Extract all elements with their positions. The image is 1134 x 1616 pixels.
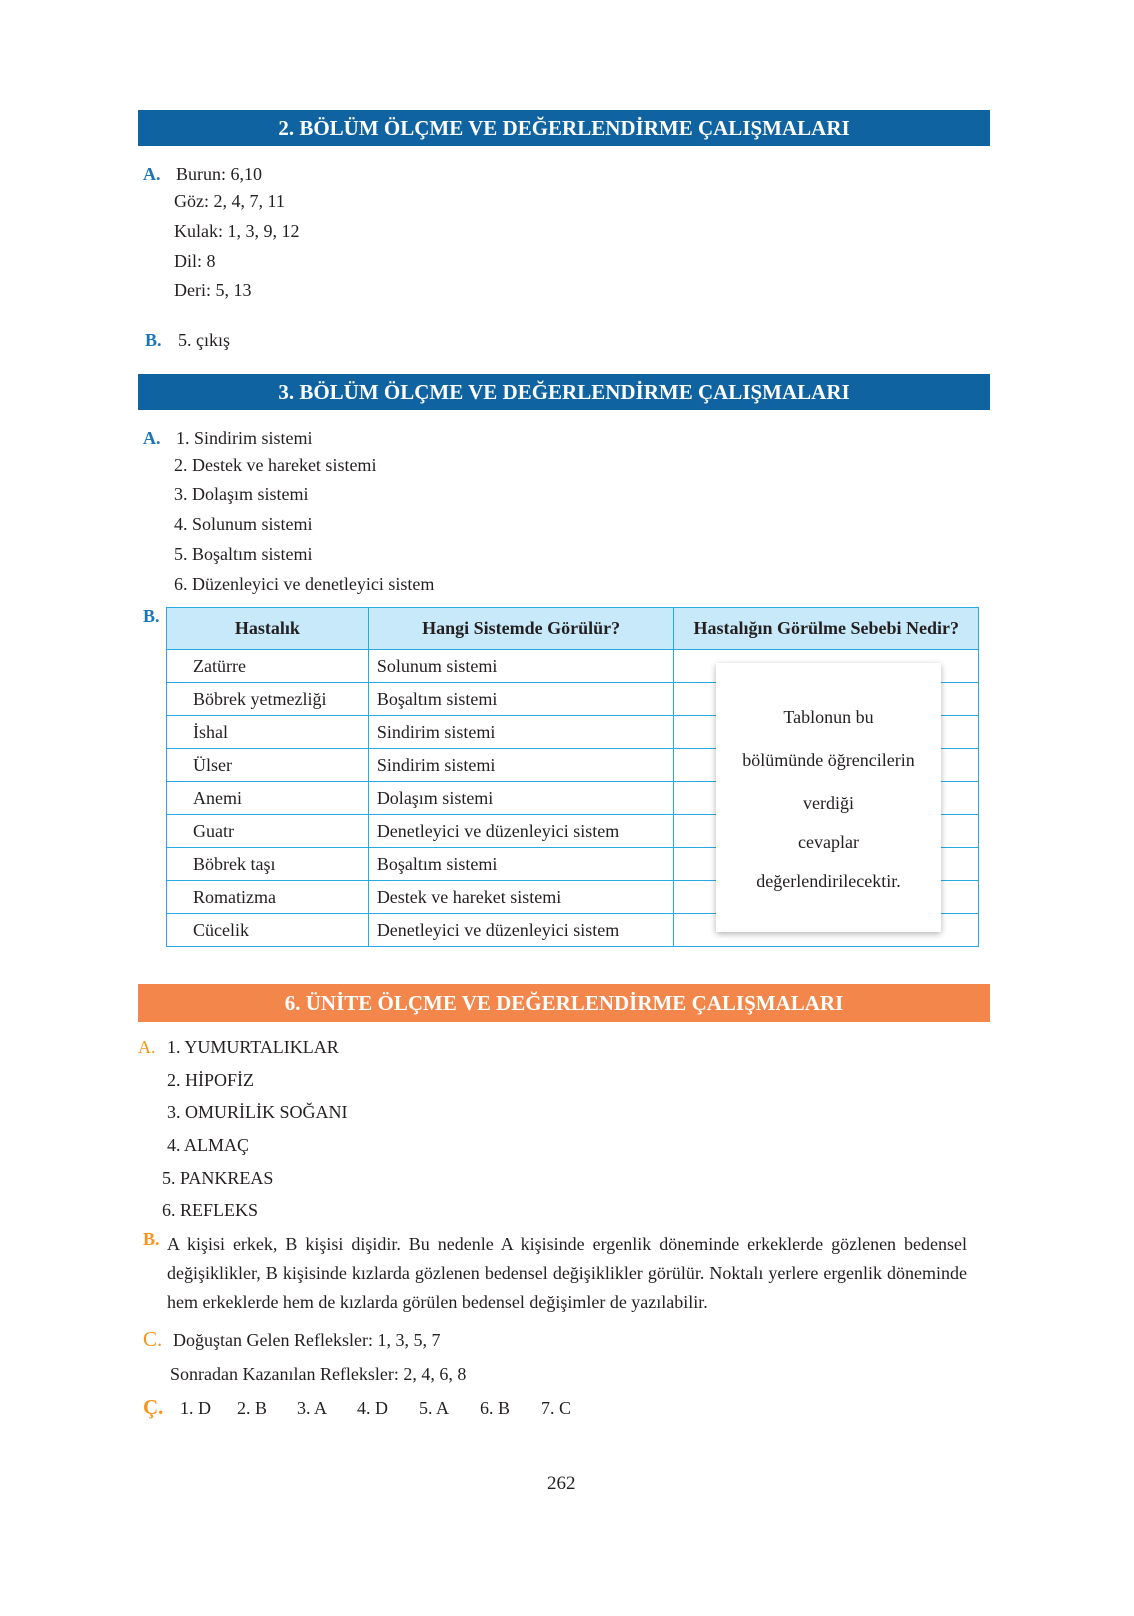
section-3-a-label: A.	[143, 428, 161, 448]
note-line: değerlendirilecektir.	[756, 871, 901, 891]
list-item: Burun: 6,10	[176, 164, 263, 184]
disease-cell: Ülser	[167, 749, 369, 782]
system-cell: Denetleyici ve düzenleyici sistem	[368, 815, 674, 848]
answer-item: 7. C	[541, 1398, 572, 1418]
system-cell: Solunum sistemi	[368, 650, 674, 683]
section-2-a-label: A.	[143, 164, 161, 184]
system-cell: Sindirim sistemi	[368, 716, 674, 749]
system-cell: Sindirim sistemi	[368, 749, 674, 782]
section-3-b-label: B.	[143, 606, 160, 626]
c-line: Sonradan Kazanılan Refleksler: 2, 4, 6, 8	[170, 1364, 467, 1384]
list-item: 1. YUMURTALIKLAR	[167, 1037, 339, 1057]
section-2-b-label: B.	[145, 330, 162, 350]
answer-item: 6. B	[480, 1398, 511, 1418]
list-item: Kulak: 1, 3, 9, 12	[174, 221, 300, 241]
list-item: 4. Solunum sistemi	[174, 514, 313, 534]
list-item: Göz: 2, 4, 7, 11	[174, 191, 285, 211]
list-item: Dil: 8	[174, 251, 216, 271]
list-item: 2. HİPOFİZ	[167, 1070, 255, 1090]
teacher-note-box	[716, 663, 941, 932]
unit-6-a-label: A.	[138, 1037, 156, 1057]
list-item: 6. REFLEKS	[162, 1200, 259, 1220]
answer-item: 5. A	[419, 1398, 450, 1418]
disease-cell: Böbrek yetmezliği	[167, 683, 369, 716]
list-item: Deri: 5, 13	[174, 280, 252, 300]
list-item: 5. Boşaltım sistemi	[174, 544, 313, 564]
disease-cell: Böbrek taşı	[167, 848, 369, 881]
c-line: Doğuştan Gelen Refleksler: 1, 3, 5, 7	[173, 1330, 441, 1350]
note-line: verdiği	[803, 793, 854, 813]
answer-item: 3. A	[297, 1398, 328, 1418]
note-line: cevaplar	[798, 832, 859, 852]
list-item: 4. ALMAÇ	[167, 1135, 250, 1155]
disease-cell: Guatr	[167, 815, 369, 848]
answer-item: 2. B	[237, 1398, 268, 1418]
answer-item: 4. D	[357, 1398, 388, 1418]
note-line: bölümünde öğrencilerin	[742, 750, 915, 770]
unit-6-b-paragraph: A kişisi erkek, B kişisi dişidir. Bu nedenle A kişisinde ergenlik döneminde erkeklerde gözlenen bedensel değişiklikler, B kişisinde kızlarda gözlenen bedensel değişiklikler görülür. Noktalı yerlere ergenlik döneminde hem erkeklerde hem de kızlarda görülen bedensel değişimler de yazılabilir.	[167, 1234, 967, 1312]
list-item: 6. Düzenleyici ve denetleyici sistem	[174, 574, 435, 594]
column-header: Hangi Sistemde Görülür?	[368, 608, 674, 650]
list-item: 1. Sindirim sistemi	[176, 428, 313, 448]
disease-cell: Anemi	[167, 782, 369, 815]
system-cell: Destek ve hareket sistemi	[368, 881, 674, 914]
system-cell: Denetleyici ve düzenleyici sistem	[368, 914, 674, 947]
list-item: 3. Dolaşım sistemi	[174, 484, 309, 504]
table-header-row	[167, 608, 979, 650]
answer-item: 1. D	[180, 1398, 211, 1418]
list-item: 5. PANKREAS	[162, 1168, 274, 1188]
disease-cell: İshal	[167, 716, 369, 749]
section-2-header: 2. BÖLÜM ÖLÇME VE DEĞERLENDİRME ÇALIŞMALARI	[138, 110, 990, 146]
system-cell: Boşaltım sistemi	[368, 683, 674, 716]
column-header: Hastalık	[167, 608, 369, 650]
disease-cell: Zatürre	[167, 650, 369, 683]
column-header: Hastalığın Görülme Sebebi Nedir?	[674, 608, 979, 650]
disease-cell: Romatizma	[167, 881, 369, 914]
unit-6-b-label: B.	[143, 1229, 160, 1249]
list-item: 2. Destek ve hareket sistemi	[174, 455, 377, 475]
unit-6-cc-label: Ç.	[143, 1395, 164, 1419]
system-cell: Boşaltım sistemi	[368, 848, 674, 881]
list-item: 3. OMURİLİK SOĞANI	[167, 1102, 348, 1122]
note-line: Tablonun bu	[783, 707, 874, 727]
system-cell: Dolaşım sistemi	[368, 782, 674, 815]
section-3-header: 3. BÖLÜM ÖLÇME VE DEĞERLENDİRME ÇALIŞMALARI	[138, 374, 990, 410]
unit-6-header: 6. ÜNİTE ÖLÇME VE DEĞERLENDİRME ÇALIŞMALARI	[138, 984, 990, 1022]
unit-6-c-label: C.	[143, 1327, 163, 1351]
section-2-b-answer: 5. çıkış	[178, 330, 230, 350]
disease-cell: Cücelik	[167, 914, 369, 947]
page-number: 262	[547, 1473, 576, 1494]
